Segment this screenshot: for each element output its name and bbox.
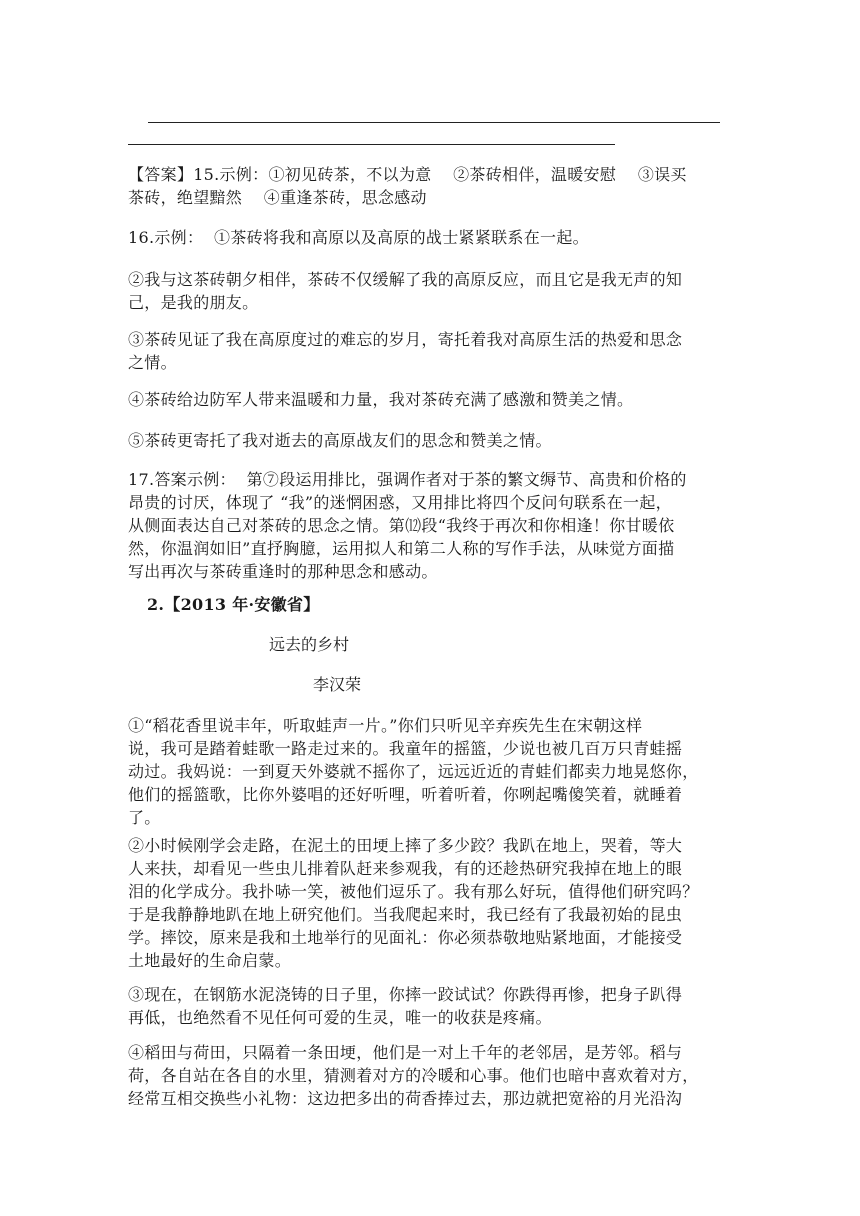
article-paragraph-1: ①“稻花香里说丰年，听取蛙声一片。”你们只听见辛弃疾先生在宋朝这样 说，我可是踏着蛙歌一路走过来的。我童年的摇篮，少说也被几百万只青蛙摇 动过。我妈说：一到夏天外婆就不摇你了，远远近近的青蛙们都卖力地晃悠你， 他们的摇篮歌，比你外婆唱的还好听哩，听着听着，你咧起嘴傻笑着，就睡着 了。 [128, 716, 699, 827]
answer-blank-line-1 [148, 122, 720, 123]
answer-16-point-5: ⑤茶砖更寄托了我对逝去的高原战友们的思念和赞美之情。 [128, 431, 552, 450]
answer-16-point-2: ②我与这茶砖朝夕相伴，茶砖不仅缓解了我的高原反应，而且它是我无声的知 己，是我的朋友。 [128, 270, 683, 312]
answer-17: 17.答案示例： 第⑦段运用排比，强调作者对于茶的繁文缛节、高贵和价格的 昂贵的讨厌，体现了 “我”的迷惘困惑，又用排比将四个反问句联系在一起， 从侧面表达自己对茶砖的思念之情。第⑿段“我终于再次和你相逢！你甘暖依 然，你温润如旧”直抒胸臆，运用拟人和第二人称的写作手法，从味觉方面描 写出再次与茶砖重逢时的那种思念和感动。 [128, 470, 687, 581]
answer-15-line-2: 茶砖，绝望黯然 ④重逢茶砖，思念感动 [128, 188, 427, 207]
answer-16-intro: 16.示例： ①茶砖将我和高原以及高原的战士紧紧联系在一起。 [128, 228, 589, 247]
article-paragraph-4: ④稻田与荷田，只隔着一条田埂，他们是一对上千年的老邻居，是芳邻。稻与 荷，各自站在各自的水里，猜测着对方的冷暖和心事。他们也暗中喜欢着对方， 经常互相交换些小礼物：这边把多出的荷香捧过去，那边就把宽裕的月光沿沟 [128, 1043, 699, 1108]
article-paragraph-2: ②小时候刚学会走路，在泥土的田埂上摔了多少跤？我趴在地上，哭着，等大 人来扶，却看见一些虫儿排着队赶来参观我，有的还趁热研究我掉在地上的眼 泪的化学成分。我扑哧一笑，被他们逗乐了。我有那么好玩，值得他们研究吗？ 于是我静静地趴在地上研究他们。当我爬起来时，我已经有了我最初始的昆虫 学。摔饺，原来是我和土地举行的见面礼：你必须恭敬地贴紧地面，才能接受 土地最好的生命启蒙。 [128, 836, 699, 970]
answer-15 [128, 163, 728, 209]
section-heading: 2.【2013 年·安徽省】 [147, 595, 320, 614]
article-author: 李汉荣 [313, 675, 362, 694]
answer-blank-line-2 [128, 144, 615, 145]
article-title: 远去的乡村 [269, 635, 350, 654]
answer-16-point-4: ④茶砖给边防军人带来温暖和力量，我对茶砖充满了感激和赞美之情。 [128, 390, 634, 409]
answer-16-point-3: ③茶砖见证了我在高原度过的难忘的岁月，寄托着我对高原生活的热爱和思念 之情。 [128, 330, 683, 372]
answer-15-line-1: 【答案】15.示例：①初见砖茶，不以为意 ②茶砖相伴，温暖安慰 ③误买 [128, 165, 687, 184]
article-paragraph-3: ③现在，在钢筋水泥浇铸的日子里，你摔一跤试试？你跌得再惨，把身子趴得 再低，也绝然看不见任何可爱的生灵，唯一的收获是疼痛。 [128, 985, 683, 1027]
